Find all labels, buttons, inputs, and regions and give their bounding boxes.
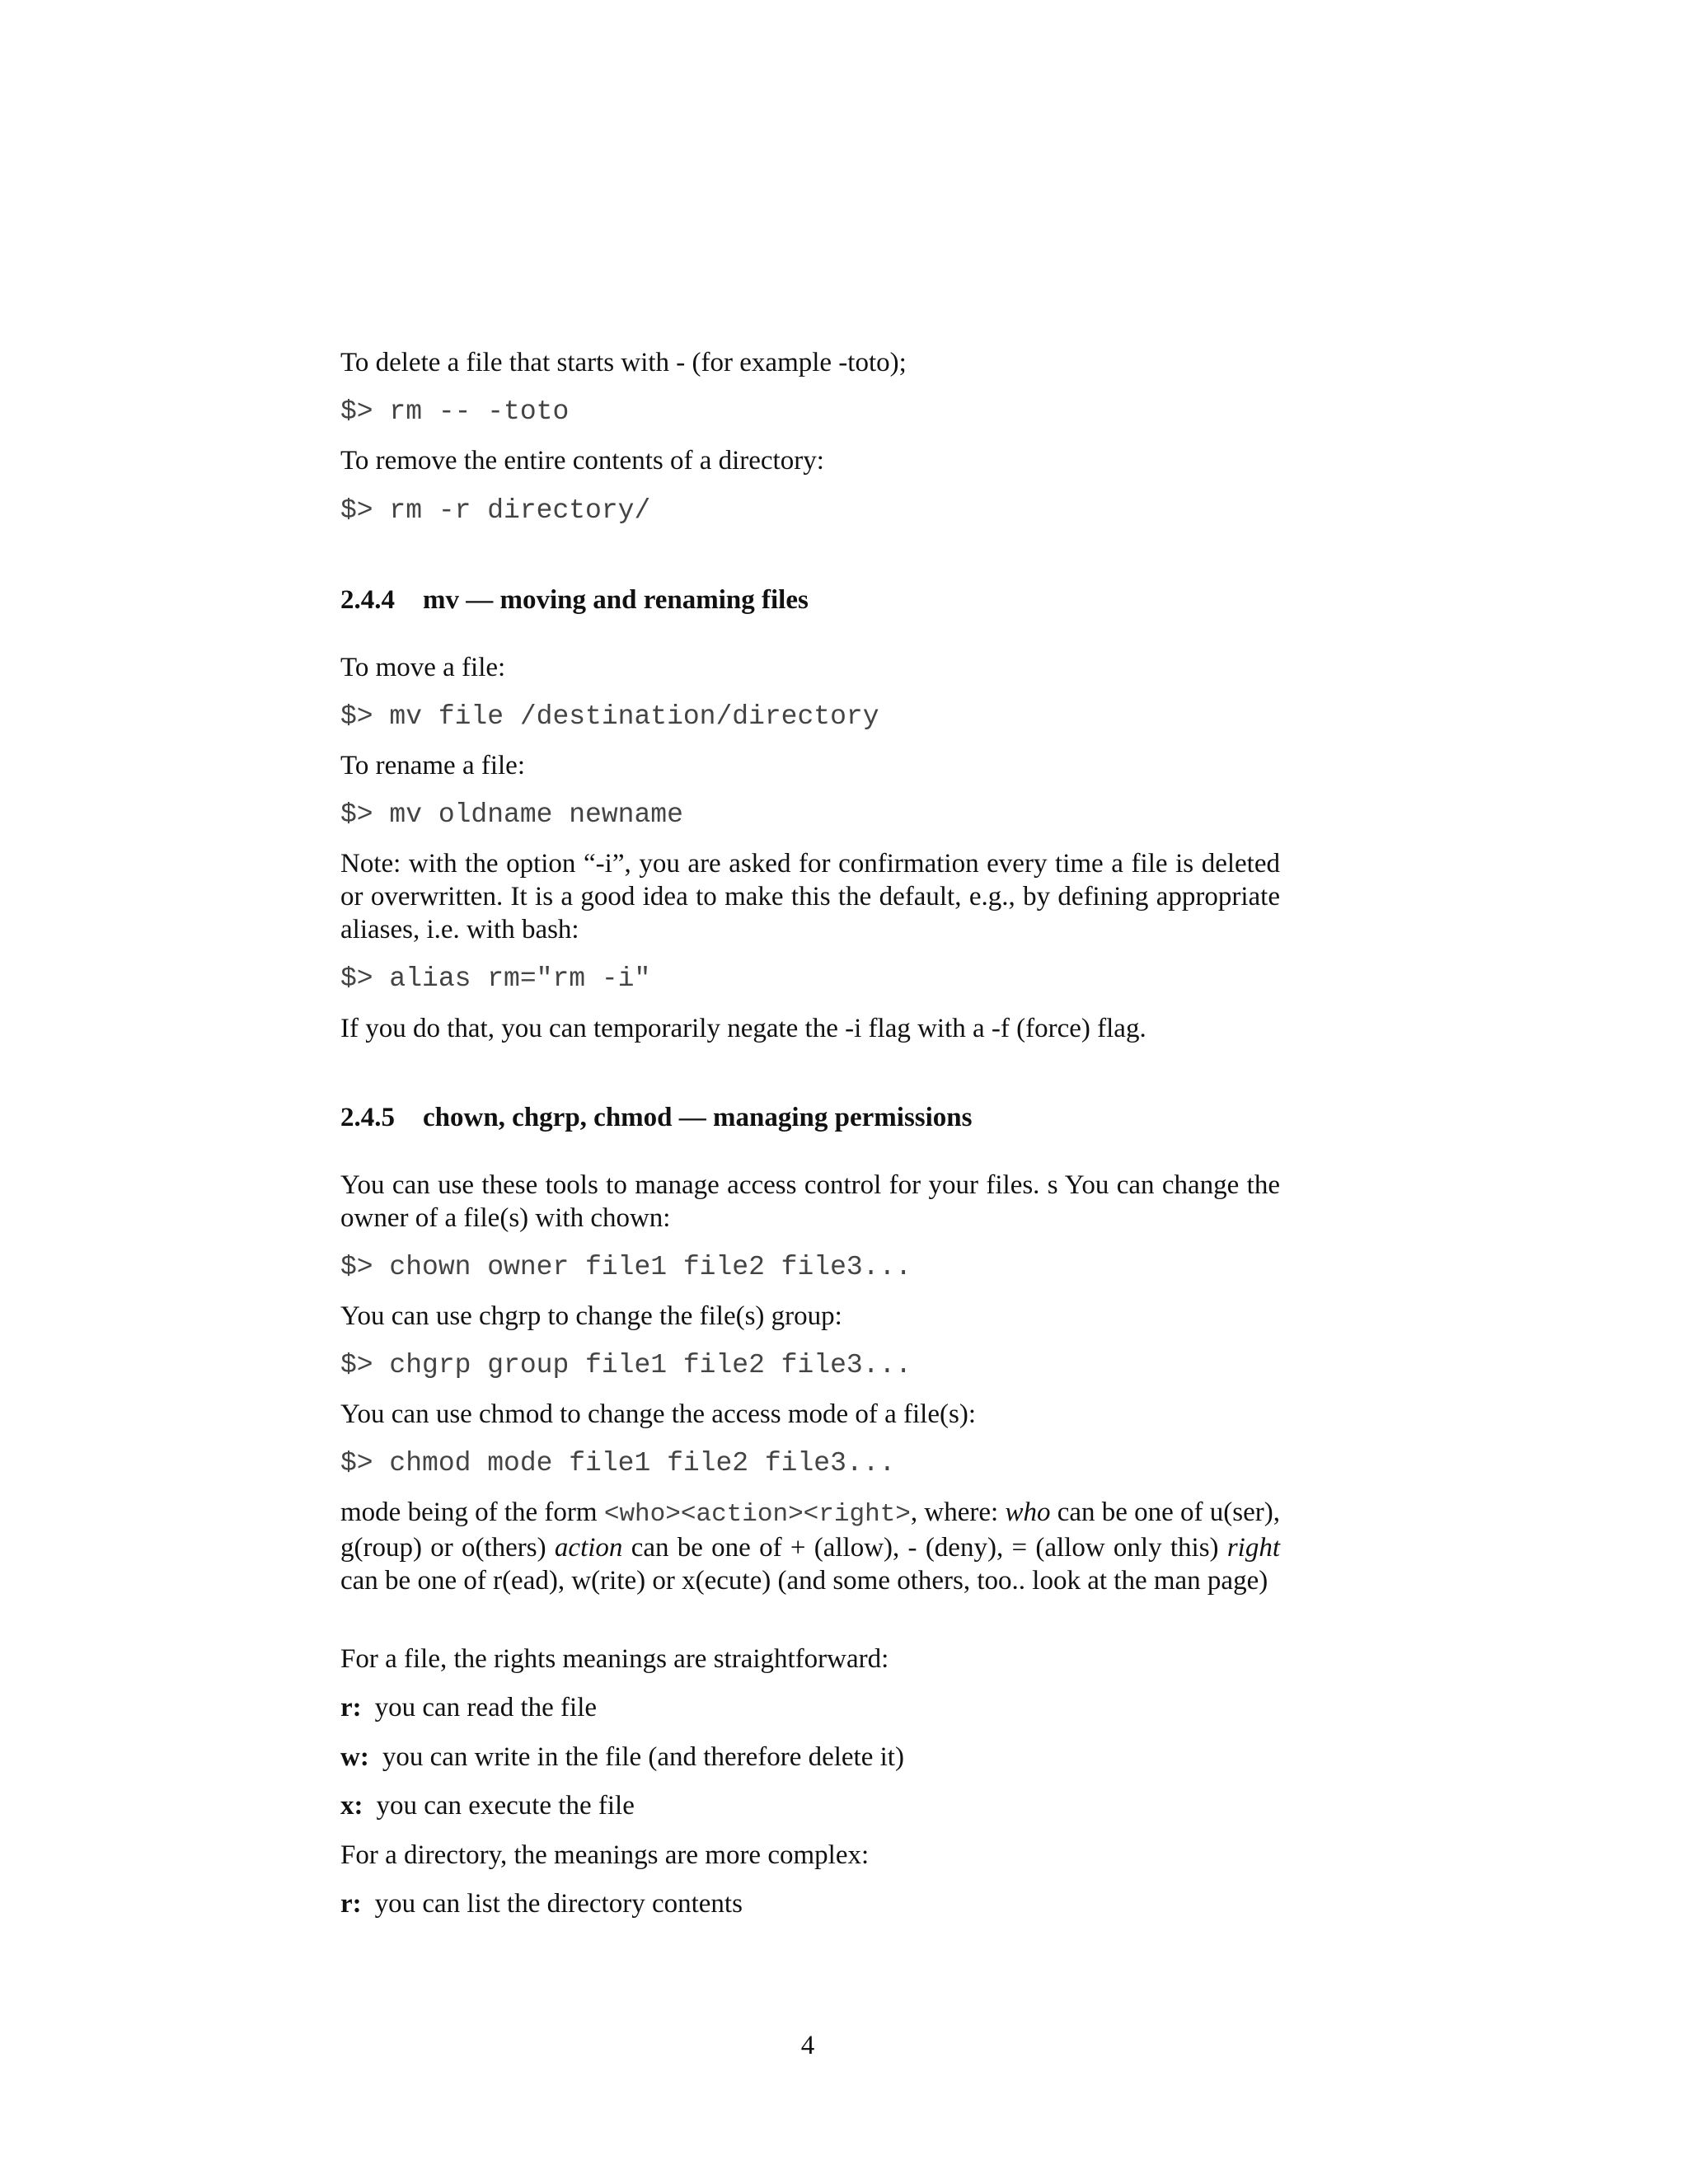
section-title: mv — moving and renaming files [423, 585, 809, 615]
mode-text: can be one of u(ser), g(roup) or o(thers) [340, 1497, 1281, 1563]
mode-inline-code: <who><action><right> [603, 1500, 911, 1529]
definition-label: x: [340, 1791, 363, 1821]
definition-label: w: [340, 1742, 369, 1772]
code-alias: $> alias rm="rm -i" [340, 963, 651, 994]
permissions-intro-paragraph: You can use these tools to manage access control for your files. s You can change the owner of a file(s) with chown: [340, 1170, 1280, 1233]
definition-label: r: [340, 1889, 362, 1919]
mode-text: , where: [910, 1497, 999, 1527]
text-rename-file: To rename a file: [340, 751, 525, 780]
mode-term-right: right [1226, 1533, 1281, 1563]
text-move-file: To move a file: [340, 653, 506, 682]
definition-text: you can read the file [374, 1693, 598, 1722]
definition-file-read [340, 1691, 597, 1724]
definition-directory-read [340, 1887, 743, 1920]
mode-text: mode being of the form [340, 1497, 598, 1527]
mode-text: can be one of + (allow), - (deny), = (allow only this) [631, 1533, 1219, 1563]
mode-term-action: action [554, 1533, 623, 1563]
text-delete-dash-file: To delete a file that starts with - (for example -toto); [340, 348, 907, 377]
note-paragraph: Note: with the option “-i”, you are asked for confirmation every time a file is deleted or overwritten. It is a good idea to make this the default, e.g., by defining appropriate aliases, i.e. with bash: [340, 849, 1280, 944]
text-negate-flag: If you do that, you can temporarily negate the -i flag with a -f (force) flag. [340, 1014, 1146, 1043]
text-directory-rights-intro: For a directory, the meanings are more complex: [340, 1840, 870, 1870]
code-chgrp: $> chgrp group file1 file2 file3... [340, 1350, 912, 1380]
definition-file-write [340, 1741, 904, 1774]
code-mv-file: $> mv file /destination/directory [340, 701, 879, 732]
definition-text: you can write in the file (and therefore delete it) [382, 1742, 904, 1772]
definition-file-execute [340, 1789, 635, 1822]
section-number: 2.4.4 [340, 585, 395, 615]
text-chgrp: You can use chgrp to change the file(s) group: [340, 1301, 842, 1331]
definition-label: r: [340, 1693, 362, 1722]
mode-paragraph [340, 1496, 1280, 1597]
section-title: chown, chgrp, chmod — managing permissions [423, 1103, 973, 1132]
section-number: 2.4.5 [340, 1103, 395, 1132]
page-number: 4 [800, 2031, 815, 2060]
code-rm-dash: $> rm -- -toto [340, 396, 570, 427]
definition-text: you can list the directory contents [374, 1889, 743, 1919]
code-chown: $> chown owner file1 file2 file3... [340, 1252, 912, 1282]
code-mv-rename: $> mv oldname newname [340, 799, 683, 830]
section-heading-mv [340, 583, 809, 616]
mode-text: can be one of r(ead), w(rite) or x(ecute) (and some others, too.. look at the man page) [340, 1566, 1268, 1596]
definition-text: you can execute the file [376, 1791, 635, 1821]
text-remove-directory: To remove the entire contents of a directory: [340, 446, 824, 476]
mode-term-who: who [1005, 1497, 1051, 1527]
section-heading-permissions [340, 1101, 973, 1134]
text-file-rights-intro: For a file, the rights meanings are straightforward: [340, 1644, 889, 1674]
code-rm-r: $> rm -r directory/ [340, 495, 651, 526]
code-chmod: $> chmod mode file1 file2 file3... [340, 1448, 896, 1479]
text-chmod: You can use chmod to change the access mode of a file(s): [340, 1399, 976, 1429]
